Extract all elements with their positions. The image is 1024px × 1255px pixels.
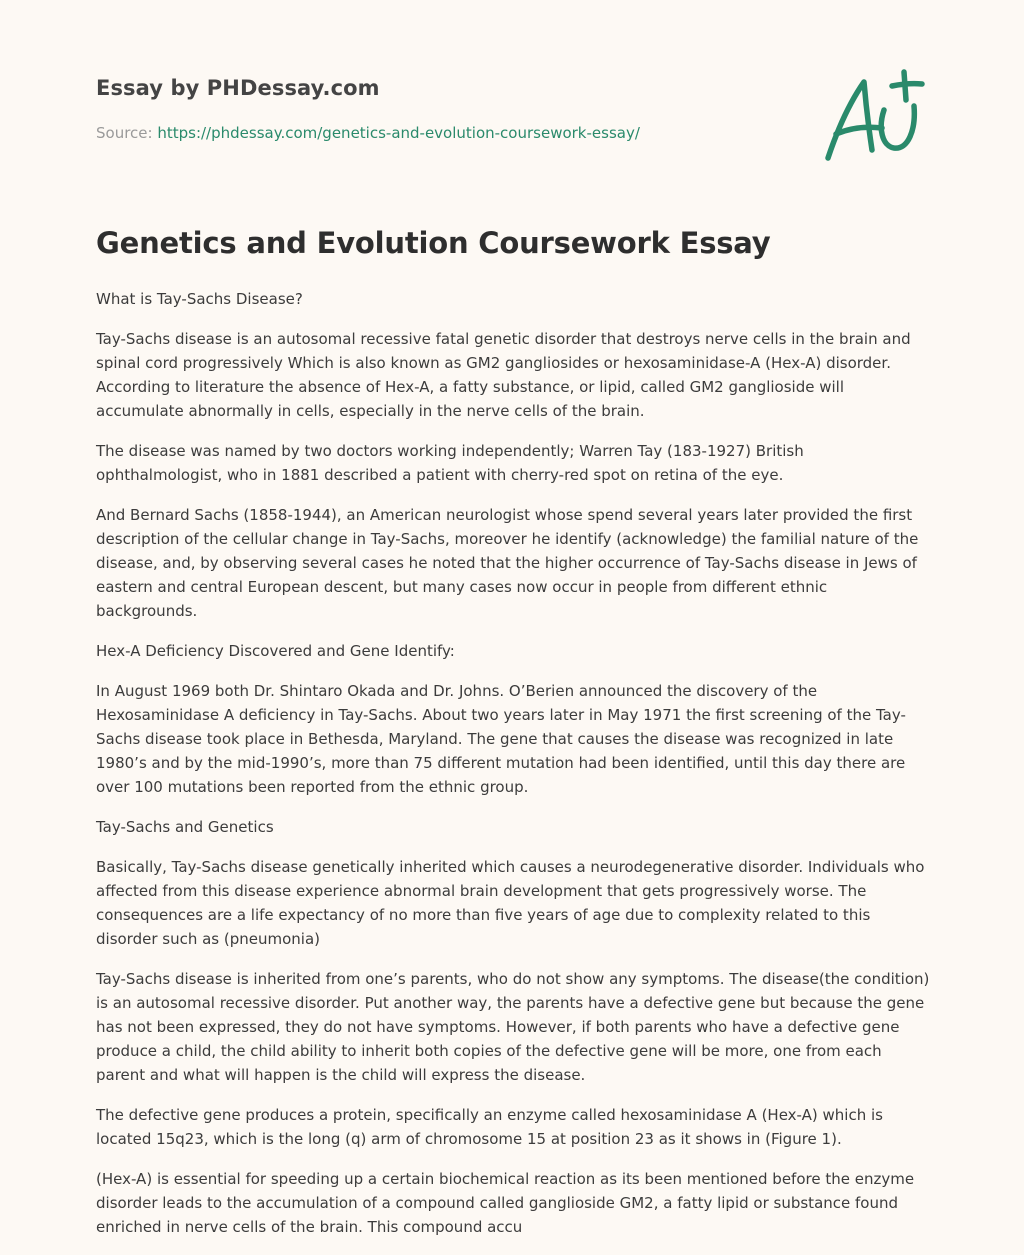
essay-body <box>96 287 932 1255</box>
essay-paragraph: Basically, Tay-Sachs disease genetically inherited which causes a neurodegenerative disorder. Individuals who affected from this disease experience abnormal brain development that gets progressively worse. The consequences are a life expectancy of no more than five years of age due to complexity related to this disorder such as (pneumonia) <box>96 858 925 948</box>
site-name: Essay by PHDessay.com <box>96 76 380 100</box>
section-heading: What is Tay-Sachs Disease? <box>96 290 303 308</box>
source-line <box>96 124 640 142</box>
essay-title: Genetics and Evolution Coursework Essay <box>96 226 771 260</box>
essay-paragraph: And Bernard Sachs (1858-1944), an American neurologist whose spend several years later provided the first description of the cellular change in Tay-Sachs, moreover he identify (acknowledge) the familial nature of the disease, and, by observing several cases he noted that the higher occurrence of Tay-Sachs disease in Jews of eastern and central European descent, but many cases now occur in people from different ethnic backgrounds. <box>96 506 919 620</box>
source-link[interactable]: https://phdessay.com/genetics-and-evolution-coursework-essay/ <box>157 124 640 142</box>
essay-paragraph: In August 1969 both Dr. Shintaro Okada and Dr. Johns. O’Berien announced the discovery of the Hexosaminidase A deficiency in Tay-Sachs. About two years later in May 1971 the first screening of the Tay-Sachs disease took place in Bethesda, Maryland. The gene that causes the disease was recognized in late 1980’s and by the mid-1990’s, more than 75 different mutation had been identified, until this day there are over 100 mutations been reported from the ethnic group. <box>96 682 906 796</box>
essay-paragraph: (Hex-A) is essential for speeding up a certain biochemical reaction as its been mentioned before the enzyme disorder leads to the accumulation of a compound called ganglioside GM2, a fatty lipid or substance found enriched in nerve cells of the brain. This compound accu <box>96 1170 915 1236</box>
essay-paragraph: The disease was named by two doctors working independently; Warren Tay (183-1927) British ophthalmologist, who in 1881 described a patient with cherry-red spot on retina of the eye. <box>96 442 804 484</box>
essay-paragraph: The defective gene produces a protein, specifically an enzyme called hexosaminidase A (Hex-A) which is located 15q23, which is the long (q) arm of chromosome 15 at position 23 as it shows in (Figure 1). <box>96 1106 883 1148</box>
source-label: Source: <box>96 124 158 142</box>
a-plus-logo-icon <box>816 66 926 166</box>
essay-paragraph: Tay-Sachs disease is an autosomal recessive fatal genetic disorder that destroys nerve cells in the brain and spinal cord progressively Which is also known as GM2 gangliosides or hexosaminidase-A (Hex-A) disorder. According to literature the absence of Hex-A, a fatty substance, or lipid, called GM2 ganglioside will accumulate abnormally in cells, especially in the nerve cells of the brain. <box>96 330 911 420</box>
section-heading: Hex-A Deficiency Discovered and Gene Identify: <box>96 642 455 660</box>
essay-paragraph: Tay-Sachs disease is inherited from one’s parents, who do not show any symptoms. The disease(the condition) is an autosomal recessive disorder. Put another way, the parents have a defective gene but because the gene has not been expressed, they do not have symptoms. However, if both parents who have a defective gene produce a child, the child ability to inherit both copies of the defective gene will be more, one from each parent and what will happen is the child will express the disease. <box>96 970 930 1084</box>
section-heading: Tay-Sachs and Genetics <box>96 818 274 836</box>
